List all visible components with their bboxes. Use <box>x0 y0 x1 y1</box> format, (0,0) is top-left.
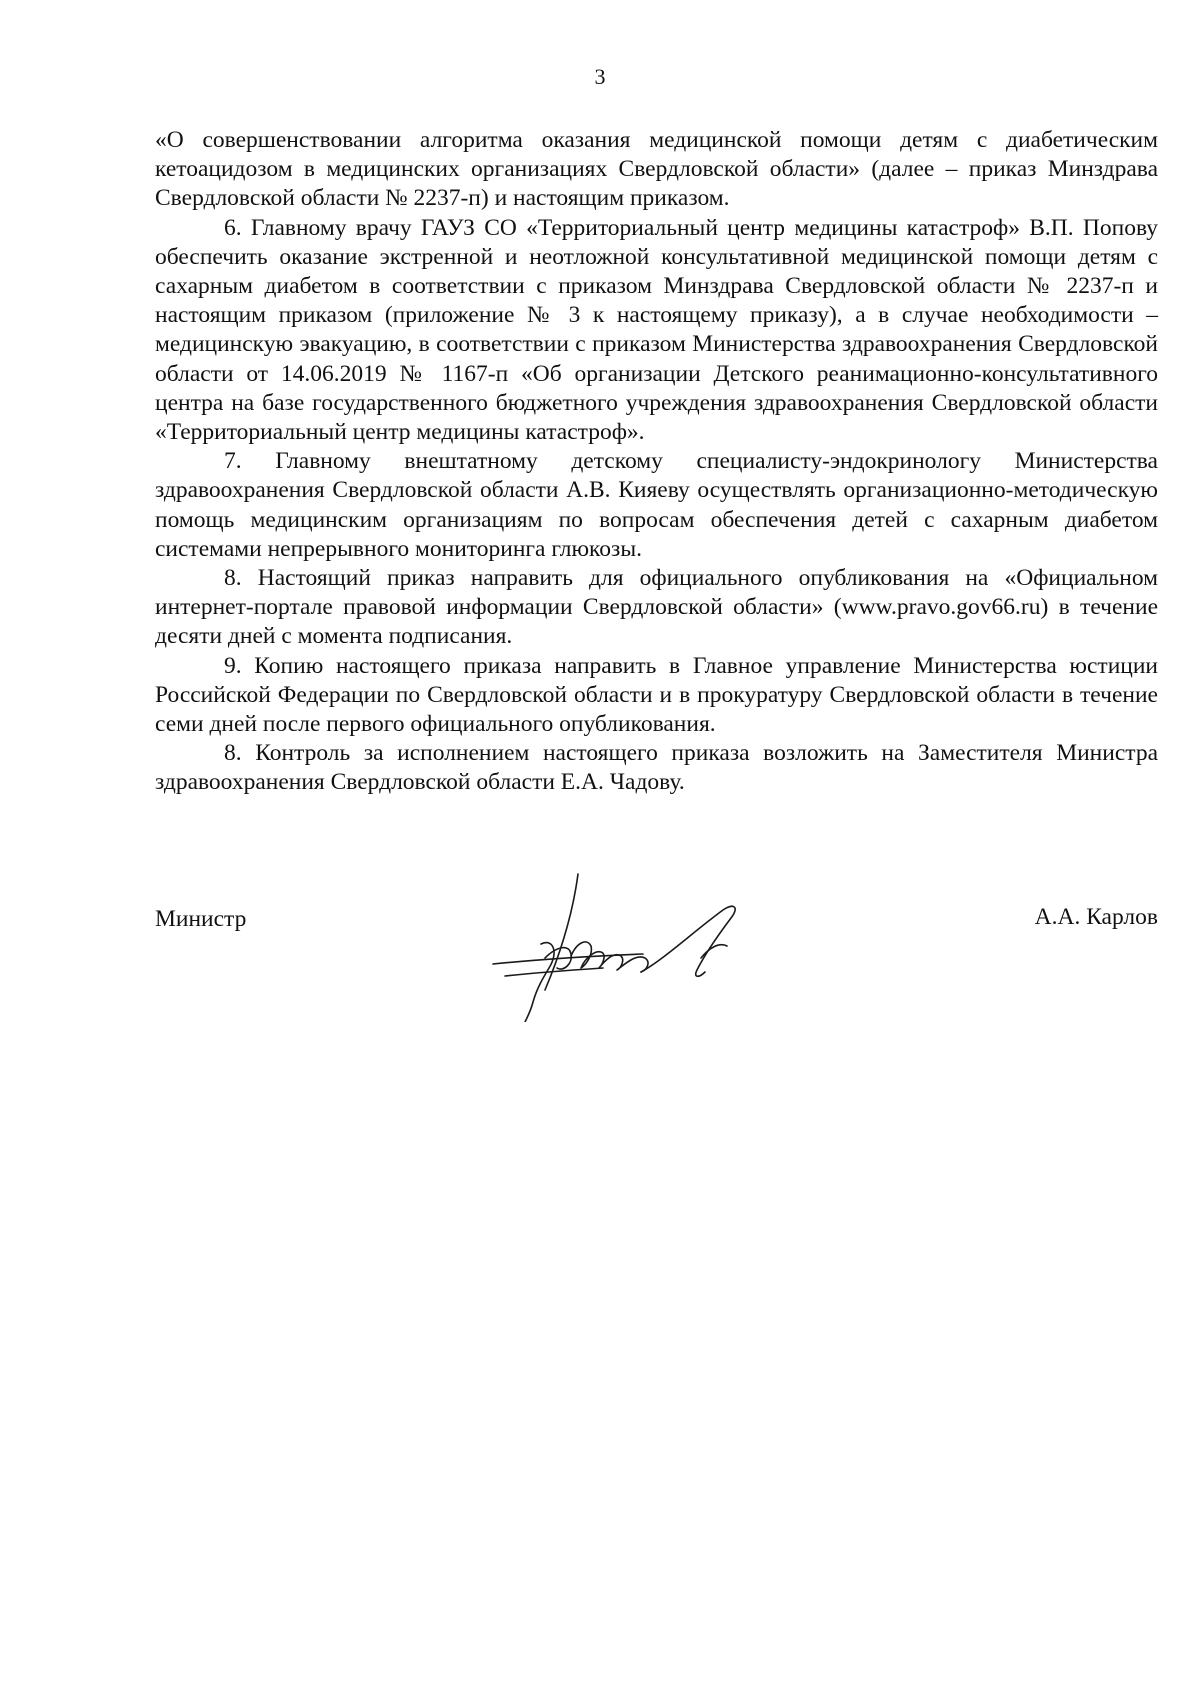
page-number: 3 <box>594 64 606 89</box>
signature-block <box>155 872 1158 1032</box>
paragraph-continuation: «О совершенствовании алгоритма оказания медицинской помощи детям с диабетическим кетоацидозом в медицинских организациях Свердловской области» (далее – приказ Минздрава Свердловской области № 2237-п) и настоящим приказом. <box>155 127 1158 212</box>
handwritten-signature <box>483 872 763 1022</box>
paragraph-item-6: 6. Главному врачу ГАУЗ СО «Территориальный центр медицины катастроф» В.П. Попову обеспечить оказание экстренной и неотложной консультативной медицинской помощи детям с сахарным диабетом в соответствии с приказом Минздрава Свердловской области № 2237-п и настоящим приказом (приложение № 3 к настоящему приказу), а в случае необходимости – медицинскую эвакуацию, в соответствии с приказом Министерства здравоохранения Свердловской области от 14.06.2019 № 1167-п «Об организации Детского реанимационно-консультативного центра на базе государственного бюджетного учреждения здравоохранения Свердловской области «Территориальный центр медицины катастроф». <box>155 214 1158 446</box>
document-body <box>155 126 1158 798</box>
paragraph-item-8-publication: 8. Настоящий приказ направить для официального опубликования на «Официальном интернет-портале правовой информации Свердловской области» (www.pravo.gov66.ru) в течение десяти дней с момента подписания. <box>155 565 1158 650</box>
signer-name: А.А. Карлов <box>1034 904 1158 930</box>
paragraph-item-7: 7. Главному внештатному детскому специалисту-эндокринологу Министерства здравоохранения Свердловской области А.В. Кияеву осуществлять организационно-методическую помощь медицинским организациям по вопросам обеспечения детей с сахарным диабетом системами непрерывного мониторинга глюкозы. <box>155 448 1158 562</box>
signer-title: Министр <box>155 906 247 932</box>
paragraph-item-9: 9. Копию настоящего приказа направить в Главное управление Министерства юстиции Российской Федерации по Свердловской области и в прокуратуру Свердловской области в течение семи дней после первого официального опубликования. <box>155 652 1158 738</box>
paragraph-item-8-control: 8. Контроль за исполнением настоящего приказа возложить на Заместителя Министра здравоохранения Свердловской области Е.А. Чадову. <box>155 740 1158 796</box>
